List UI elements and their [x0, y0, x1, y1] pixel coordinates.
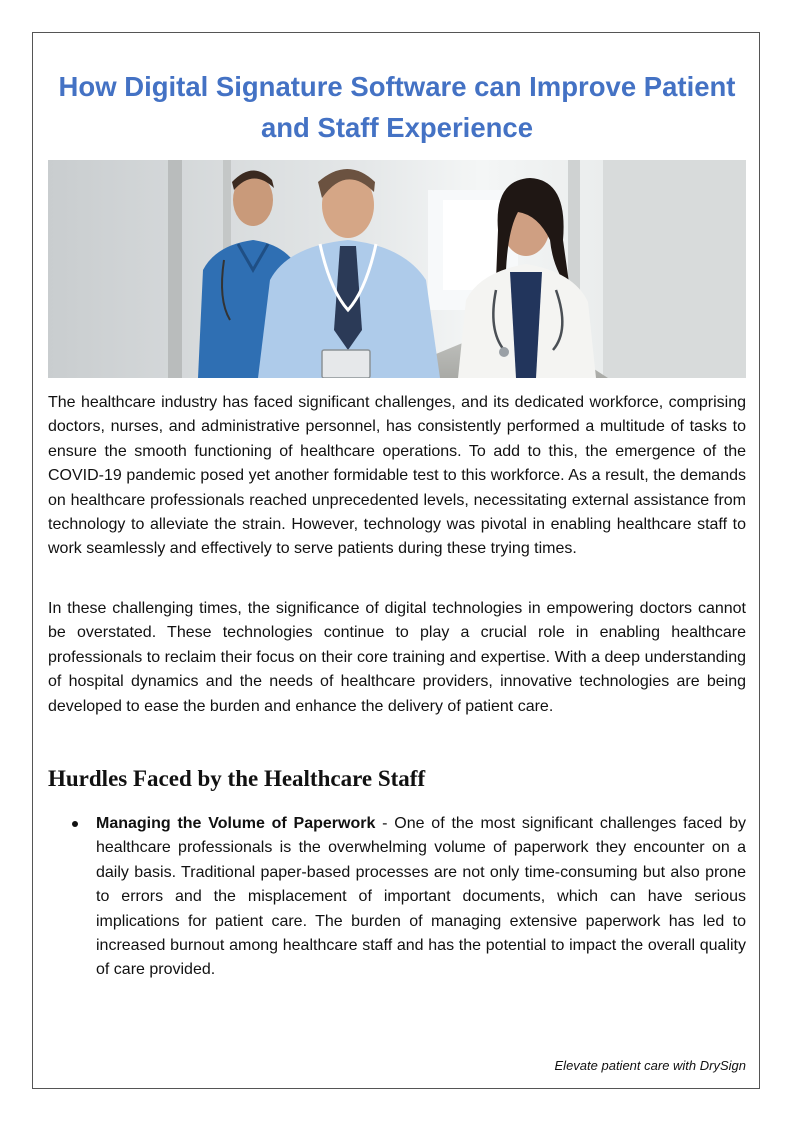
list-item [68, 812, 746, 983]
intro-paragraph: The healthcare industry has faced significant challenges, and its dedicated workforce, comprising doctors, nurses, and administrative personnel, has consistently performed a multitude of tasks to ensure the smooth functioning of healthcare operations. To add to this, the emergence of the COVID-19 pandemic posed yet another formidable test to this workforce. As a result, the demands on healthcare professionals reached unprecedented levels, necessitating external assistance from technology to alleviate the strain. However, technology was pivotal in enabling healthcare staff to work seamlessly and effectively to serve patients during these trying times. [48, 394, 746, 558]
bullet-body: - One of the most significant challenges faced by healthcare professionals is the overwhelming volume of paperwork they encounter on a daily basis. Traditional paper-based processes are not only time-consuming but also prone to errors and the misplacement of important documents, which can have serious implications for patient care. The burden of managing extensive paperwork has led to increased burnout among healthcare staff and has the potential to impact the overall quality of care provided. [96, 815, 746, 979]
bullet-text [96, 812, 746, 983]
section-heading: Hurdles Faced by the Healthcare Staff [48, 766, 426, 791]
hero-image [48, 160, 746, 378]
page-title: How Digital Signature Software can Improve Patient and Staff Experience [58, 71, 736, 143]
bullet-icon [72, 821, 78, 827]
footer-tagline: Elevate patient care with DrySign [554, 1058, 746, 1073]
second-paragraph: In these challenging times, the significance of digital technologies in empowering doctors cannot be overstated. These technologies continue to play a crucial role in enabling healthcare professionals to reclaim their focus on their core training and expertise. With a deep understanding of hospital dynamics and the needs of healthcare providers, innovative technologies are being developed to ease the burden and enhance the delivery of patient care. [48, 600, 746, 715]
doctors-walking-photo-icon [48, 160, 746, 378]
bullet-label: Managing the Volume of Paperwork [96, 815, 376, 832]
